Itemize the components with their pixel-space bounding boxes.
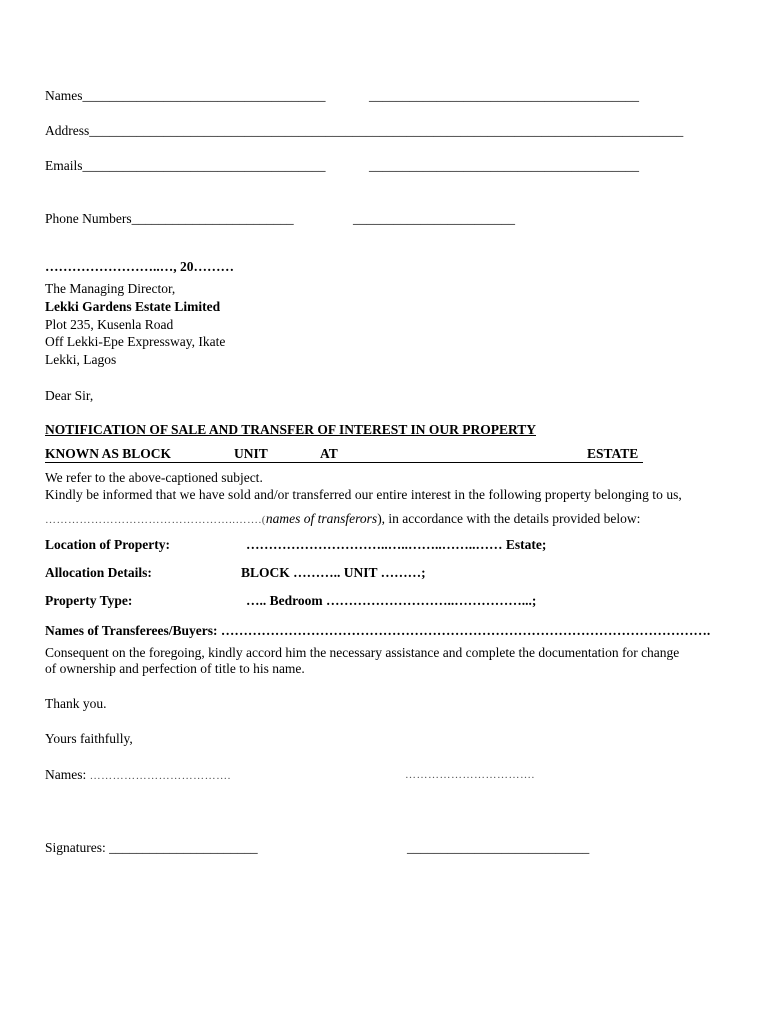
- property-type-value[interactable]: ….. Bedroom ………………………..……………...;: [246, 593, 537, 608]
- transferees-row: [45, 623, 710, 639]
- consequent-line-1: Consequent on the foregoing, kindly accord him the necessary assistance and complete the documentation for change: [45, 645, 680, 660]
- consequent-line-2: of ownership and perfection of title to his name.: [45, 661, 305, 676]
- address-blank[interactable]: ________________________________________________________________________________________: [89, 123, 684, 138]
- subject-estate: ESTATE: [587, 446, 639, 461]
- signature-line-1[interactable]: ______________________: [109, 840, 258, 855]
- address-label: Address: [45, 123, 90, 138]
- closing-names-row: [45, 767, 231, 784]
- names-label: Names: [45, 88, 83, 103]
- phone-label: Phone Numbers: [45, 211, 132, 226]
- body-line-2: Kindly be informed that we have sold and/or transferred our entire interest in the following property belonging to us,: [45, 487, 682, 502]
- emails-label: Emails: [45, 158, 83, 173]
- phone-blank-1[interactable]: ________________________: [131, 211, 294, 226]
- signature-line-2[interactable]: ___________________________: [407, 840, 590, 855]
- phone-field-row: [45, 211, 294, 227]
- date-line[interactable]: ……………………..…, 20………: [45, 259, 234, 274]
- transferors-dots[interactable]: …………………………………………..…….(: [45, 514, 266, 526]
- names-blank-2[interactable]: ________________________________________: [369, 88, 639, 103]
- address-field-row: [45, 123, 683, 139]
- subject-heading: NOTIFICATION OF SALE AND TRANSFER OF INTEREST IN OUR PROPERTY: [45, 422, 536, 437]
- subject-at: AT: [320, 446, 338, 461]
- transferees-value[interactable]: ……………………………………………………………………………………………….: [220, 623, 711, 638]
- property-type-label: Property Type:: [45, 593, 133, 608]
- addressee-company: Lekki Gardens Estate Limited: [45, 299, 221, 314]
- subject-heading-line-2: [45, 446, 643, 463]
- allocation-value[interactable]: BLOCK ……….. UNIT ………;: [241, 565, 426, 580]
- addressee-line-2: Off Lekki-Epe Expressway, Ikate: [45, 334, 226, 349]
- body-line-3-end: ), in accordance with the details provided below:: [377, 511, 641, 526]
- transferees-label: Names of Transferees/Buyers:: [45, 623, 218, 638]
- addressee-line-3: Lekki, Lagos: [45, 352, 117, 367]
- subject-known-as-block: KNOWN AS BLOCK: [45, 446, 172, 461]
- closing-names-dots-1[interactable]: ……………………………….: [89, 770, 231, 782]
- addressee-title: The Managing Director,: [45, 281, 176, 296]
- thank-you: Thank you.: [45, 696, 107, 711]
- addressee-line-1: Plot 235, Kusenla Road: [45, 317, 174, 332]
- names-field-row: [45, 88, 326, 104]
- names-blank-1[interactable]: ____________________________________: [82, 88, 326, 103]
- body-line-1: We refer to the above-captioned subject.: [45, 470, 263, 485]
- location-label: Location of Property:: [45, 537, 170, 552]
- signatures-row: [45, 840, 258, 856]
- allocation-label: Allocation Details:: [45, 565, 152, 580]
- yours-faithfully: Yours faithfully,: [45, 731, 133, 746]
- closing-names-label: Names:: [45, 767, 87, 782]
- emails-blank-2[interactable]: ________________________________________: [369, 158, 639, 173]
- salutation: Dear Sir,: [45, 388, 94, 403]
- emails-field-row: [45, 158, 326, 174]
- signatures-label: Signatures:: [45, 840, 106, 855]
- body-line-3: [45, 511, 640, 528]
- phone-blank-2[interactable]: ________________________: [353, 211, 515, 226]
- subject-unit: UNIT: [234, 446, 268, 461]
- transferors-note: names of transferors: [265, 511, 378, 526]
- emails-blank-1[interactable]: ____________________________________: [82, 158, 326, 173]
- closing-names-dots-2[interactable]: …………………………….: [405, 769, 535, 781]
- location-value[interactable]: …………………………..…..……..……..…… Estate;: [246, 537, 547, 552]
